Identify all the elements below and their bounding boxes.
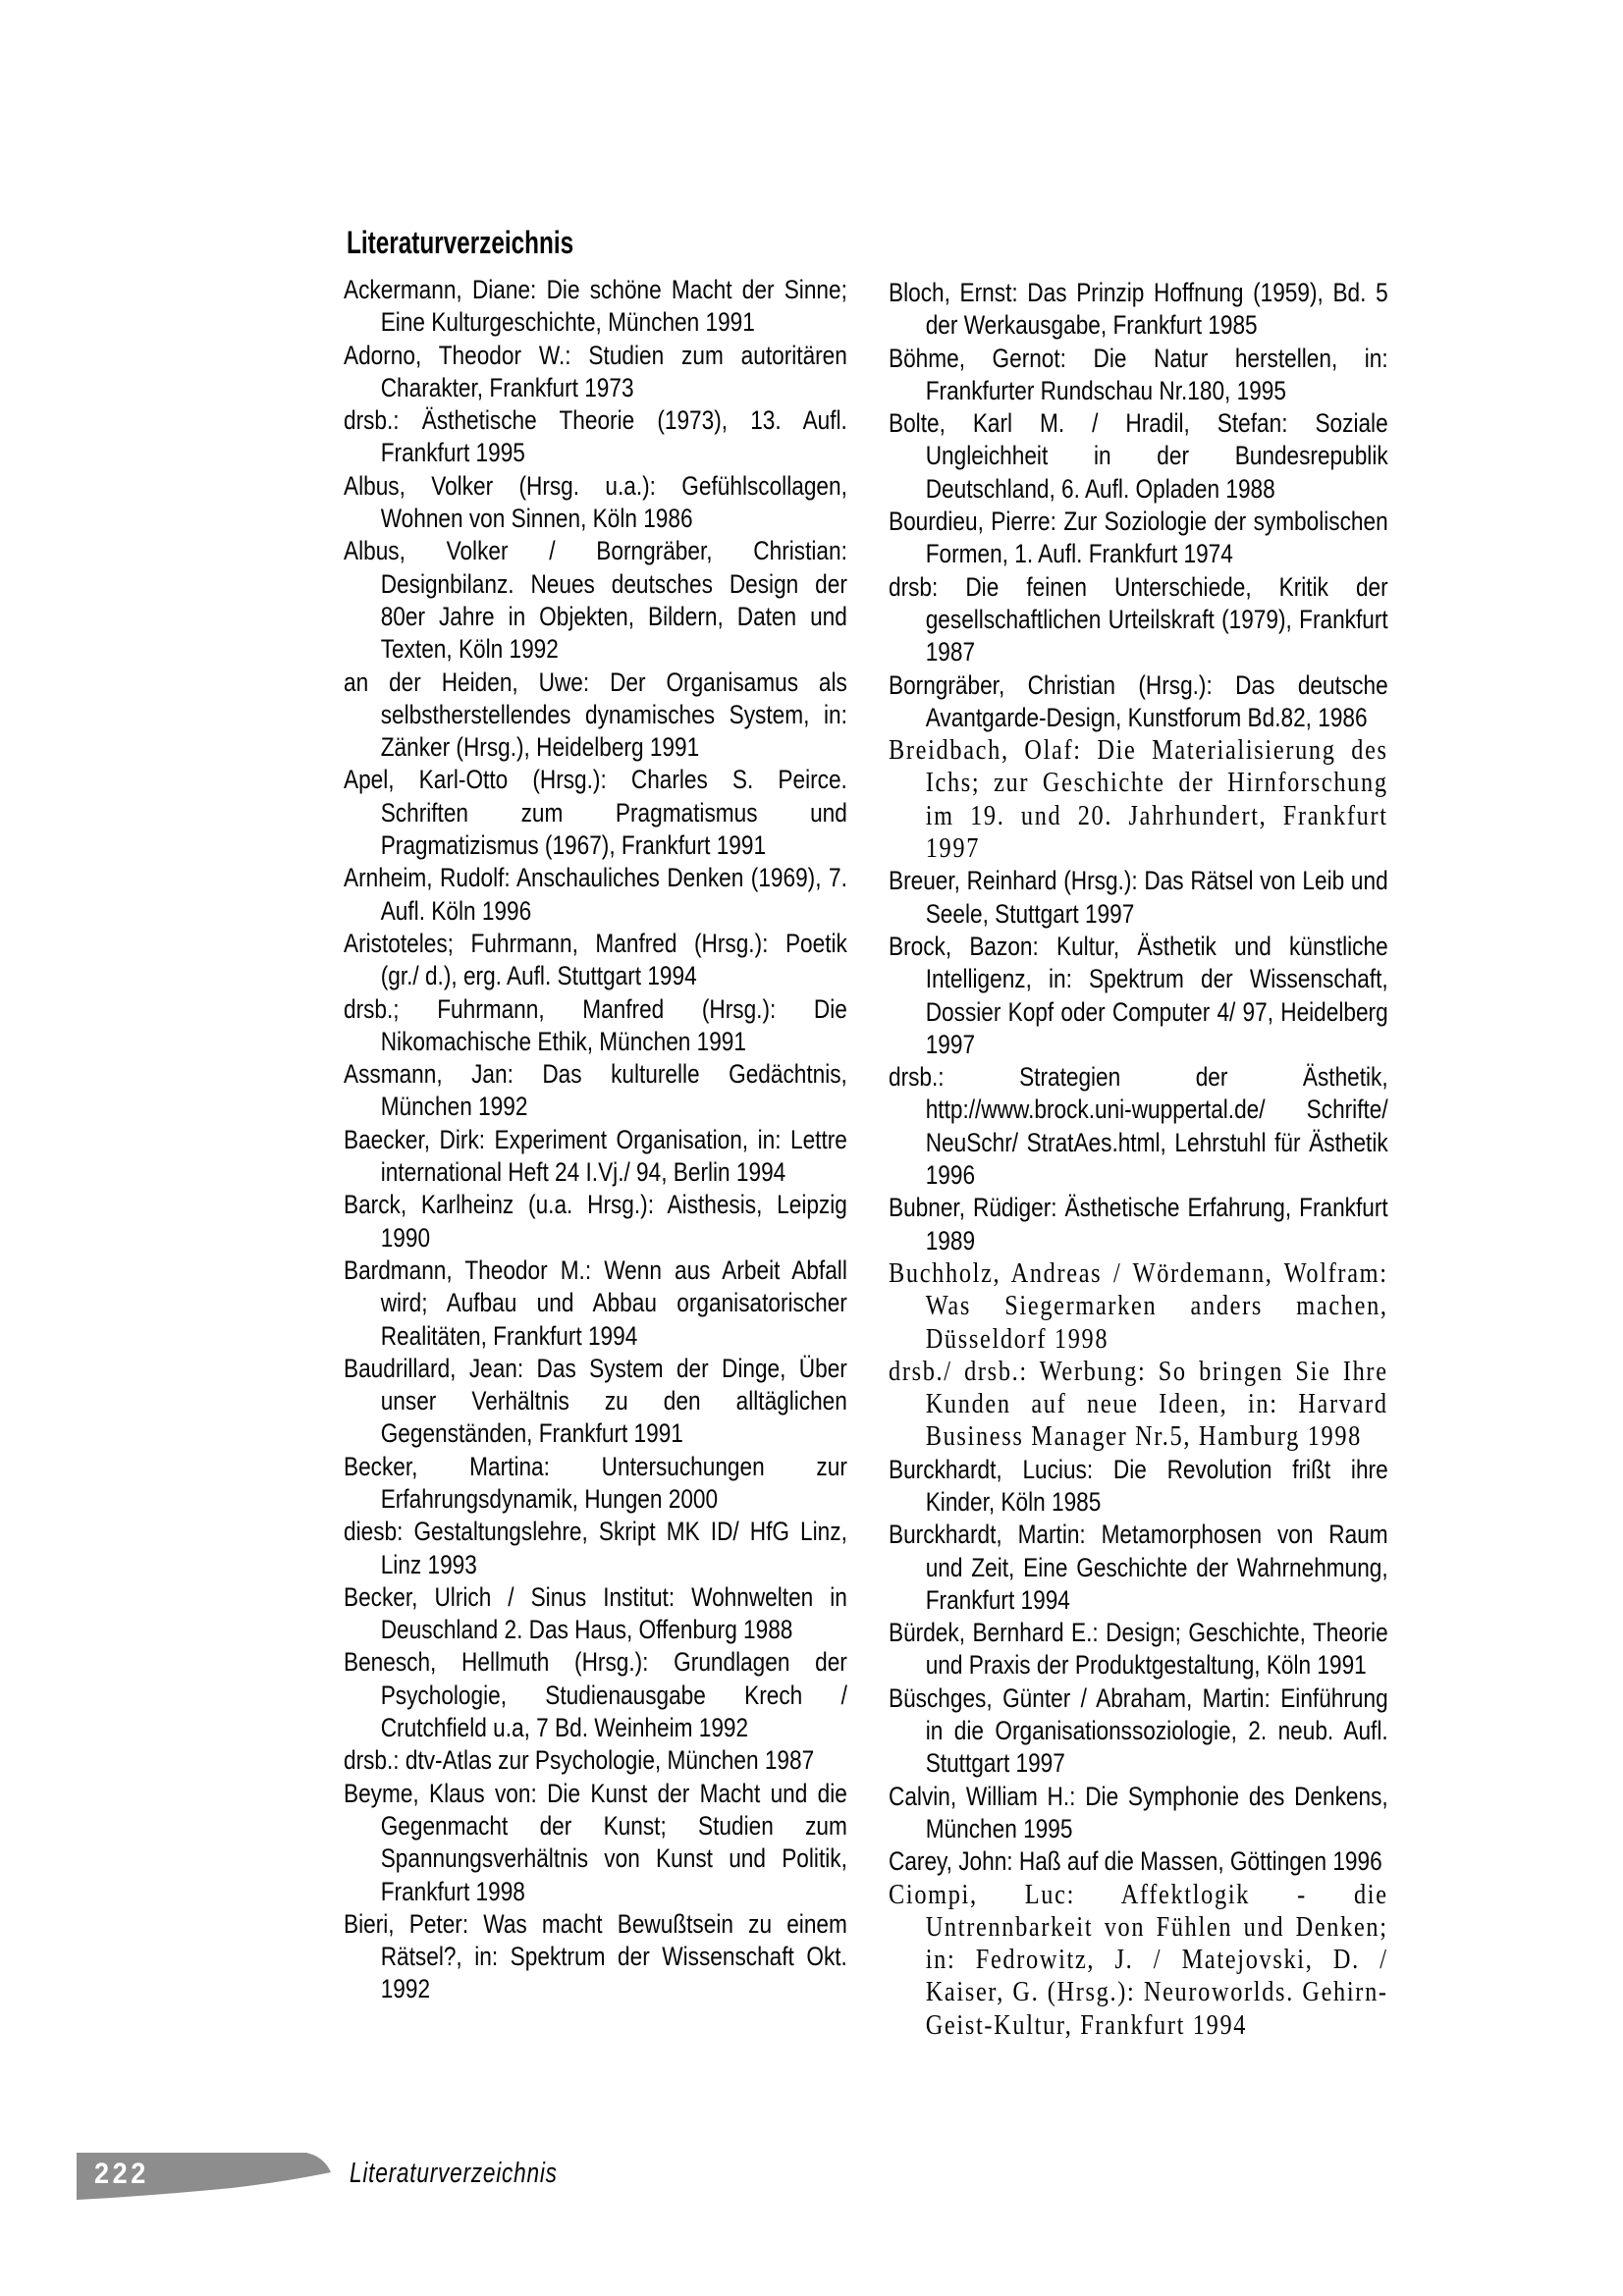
bib-entry: Adorno, Theodor W.: Studien zum autoritären Charakter, Frankfurt 1973 [344,340,847,402]
bib-entry: Ciompi, Luc: Affektlogik - die Untrennbarkeit von Fühlen und Denken; in: Fedrowitz, J. / Matejovski, D. / Kaiser, G. (Hrsg.): Neuroworlds. Gehirn-Geist-Kultur, Frankfurt 1994 [889,1878,1388,2041]
bib-entry: drsb.: Ästhetische Theorie (1973), 13. Aufl. Frankfurt 1995 [344,405,847,468]
bib-entry: an der Heiden, Uwe: Der Organisamus als selbstherstellendes dynamisches System, in: Zänker (Hrsg.), Heidelberg 1991 [344,667,847,763]
bib-entry: Bourdieu, Pierre: Zur Soziologie der symbolischen Formen, 1. Aufl. Frankfurt 1974 [889,507,1388,569]
page-number: 222 [94,2158,149,2190]
bib-entry: Assmann, Jan: Das kulturelle Gedächtnis, München 1992 [344,1059,847,1122]
bib-entry: diesb: Gestaltungslehre, Skript MK ID/ HfG Linz, Linz 1993 [344,1517,847,1579]
bib-entry: Albus, Volker (Hrsg. u.a.): Gefühlscollagen, Wohnen von Sinnen, Köln 1986 [344,470,847,534]
bib-entry: Barck, Karlheinz (u.a. Hrsg.): Aisthesis, Leipzig 1990 [344,1190,847,1253]
bib-entry: Bolte, Karl M. / Hradil, Stefan: Soziale Ungleichheit in der Bundesrepublik Deutschland, 6. Aufl. Opladen 1988 [889,408,1388,504]
bib-entry: Benesch, Hellmuth (Hrsg.): Grundlagen der Psychologie, Studienausgabe Krech / Crutchfield u.a, 7 Bd. Weinheim 1992 [344,1647,847,1743]
bib-entry: drsb.: dtv-Atlas zur Psychologie, München 1987 [344,1745,815,1776]
bib-entry: Borngräber, Christian (Hrsg.): Das deutsche Avantgarde-Design, Kunstforum Bd.82, 1986 [889,669,1388,732]
bib-entry: drsb: Die feinen Unterschiede, Kritik der gesellschaftlichen Urteilskraft (1979), Frankfurt 1987 [889,571,1388,667]
bib-entry: Büschges, Günter / Abraham, Martin: Einführung in die Organisationssoziologie, 2. neub. Aufl. Stuttgart 1997 [889,1682,1388,1779]
bib-entry: Becker, Martina: Untersuchungen zur Erfahrungsdynamik, Hungen 2000 [344,1451,847,1514]
bib-entry: Bloch, Ernst: Das Prinzip Hoffnung (1959), Bd. 5 der Werkausgabe, Frankfurt 1985 [889,278,1388,341]
bib-entry: Bieri, Peter: Was macht Bewußtsein zu einem Rätsel?, in: Spektrum der Wissenschaft Okt. 1992 [344,1908,847,2004]
bib-entry: Burckhardt, Martin: Metamorphosen von Raum und Zeit, Eine Geschichte der Wahrnehmung, Frankfurt 1994 [889,1520,1388,1615]
page-title: Literaturverzeichnis [347,225,574,260]
bib-entry: Calvin, William H.: Die Symphonie des Denkens, München 1995 [889,1781,1388,1843]
bib-entry: Böhme, Gernot: Die Natur herstellen, in: Frankfurter Rundschau Nr.180, 1995 [889,343,1388,405]
bib-entry: Carey, John: Haß auf die Massen, Göttingen 1996 [889,1846,1382,1877]
bib-entry: Bürdek, Bernhard E.: Design; Geschichte, Theorie und Praxis der Produktgestaltung, Köln 1991 [889,1618,1388,1681]
bib-entry: Baudrillard, Jean: Das System der Dinge, Über unser Verhältnis zu den alltäglichen Gegenständen, Frankfurt 1991 [344,1353,847,1449]
footer-section-label: Literaturverzeichnis [350,2158,558,2189]
bib-entry: Buchholz, Andreas / Wördemann, Wolfram: Was Siegermarken anders machen, Düsseldorf 1998 [889,1256,1388,1355]
bib-entry: Bardmann, Theodor M.: Wenn aus Arbeit Abfall wird; Aufbau und Abbau organisatorischer Realitäten, Frankfurt 1994 [344,1255,847,1351]
bib-entry: Apel, Karl-Otto (Hrsg.): Charles S. Peirce. Schriften zum Pragmatismus und Pragmatizismus (1967), Frankfurt 1991 [344,765,847,861]
bib-entry: Bubner, Rüdiger: Ästhetische Erfahrung, Frankfurt 1989 [889,1193,1388,1255]
bib-entry: Breuer, Reinhard (Hrsg.): Das Rätsel von Leib und Seele, Stuttgart 1997 [889,866,1388,929]
bib-entry: Baecker, Dirk: Experiment Organisation, in: Lettre international Heft 24 I.Vj./ 94, Berlin 1994 [344,1124,847,1188]
bib-entry: Ackermann, Diane: Die schöne Macht der Sinne; Eine Kulturgeschichte, München 1991 [344,275,847,338]
bibliography-column-left [344,274,847,2006]
bib-entry: drsb.; Fuhrmann, Manfred (Hrsg.): Die Nikomachische Ethik, München 1991 [344,993,847,1056]
bib-entry: Burckhardt, Lucius: Die Revolution frißt ihre Kinder, Köln 1985 [889,1454,1388,1517]
bib-entry: Brock, Bazon: Kultur, Ästhetik und künstliche Intelligenz, in: Spektrum der Wissenschaft, Dossier Kopf oder Computer 4/ 97, Heidelberg 1997 [889,931,1388,1059]
bib-entry: Breidbach, Olaf: Die Materialisierung des Ichs; zur Geschichte der Hirnforschung im 19. und 20. Jahrhundert, Frankfurt 1997 [889,734,1388,865]
bib-entry: Aristoteles; Fuhrmann, Manfred (Hrsg.): Poetik (gr./ d.), erg. Aufl. Stuttgart 1994 [344,928,847,991]
bib-entry: Arnheim, Rudolf: Anschauliches Denken (1969), 7. Aufl. Köln 1996 [344,863,847,926]
bib-entry: Beyme, Klaus von: Die Kunst der Macht und die Gegenmacht der Kunst; Studien zum Spannungsverhältnis von Kunst und Politik, Frankfurt 1998 [344,1778,847,1906]
bib-entry: drsb.: Strategien der Ästhetik, http://www.brock.uni-wuppertal.de/ Schrifte/ NeuSchr/ StratAes.html, Lehrstuhl für Ästhetik 1996 [889,1062,1388,1191]
bib-entry: Becker, Ulrich / Sinus Institut: Wohnwelten in Deuschland 2. Das Haus, Offenburg 1988 [344,1581,847,1645]
bib-entry: Albus, Volker / Borngräber, Christian: Designbilanz. Neues deutsches Design der 80er Jahre in Objekten, Bildern, Daten und Texten, Köln 1992 [344,536,847,665]
bibliography-column-right [889,277,1388,2042]
bib-entry: drsb./ drsb.: Werbung: So bringen Sie Ihre Kunden auf neue Ideen, in: Harvard Business Manager Nr.5, Hamburg 1998 [889,1355,1388,1453]
